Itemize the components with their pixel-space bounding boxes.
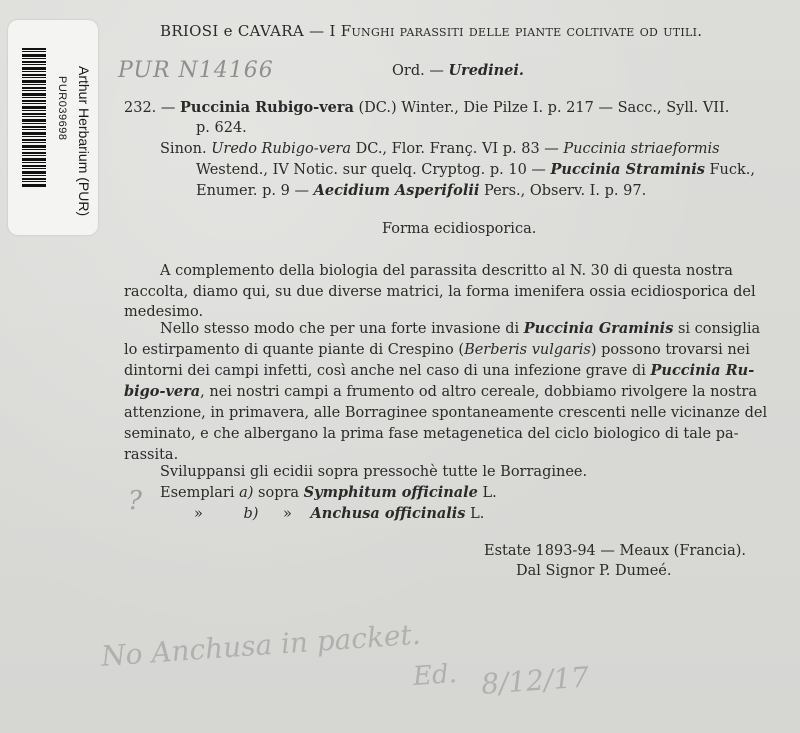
handwritten-accession: PUR N14166 (118, 58, 274, 83)
paragraph-2-line-6: seminato, e che albergano la prima fase metagenetica del ciclo biologico di tale pa- (124, 426, 739, 442)
form-heading: Forma ecidiosporica. (382, 221, 537, 237)
exemplar-a-host: Symphitum officinale (303, 484, 478, 501)
herbarium-name: Arthur Herbarium (PUR) (76, 66, 92, 217)
exemplar-a (160, 484, 497, 502)
paragraph-3: Sviluppansi gli ecidii sopra pressochè tutte le Borraginee. (160, 464, 588, 480)
header-authors: BRIOSI e CAVARA (160, 22, 304, 40)
handwritten-question-mark: ? (128, 486, 142, 516)
synonym-3-ref2: Enumer. p. 9 — (196, 183, 309, 199)
synonym-2-ref: Westend., IV Notic. sur quelq. Cryptog. p. 10 — (196, 162, 546, 178)
p2-l2-text: lo estirpamento di quante piante di Crespino ( (124, 342, 465, 358)
order-line (392, 62, 524, 80)
synonym-1-name: Uredo Rubigo-vera (211, 141, 351, 157)
exemplar-prefix: Esemplari (160, 485, 235, 501)
order-prefix: Ord. — (392, 63, 444, 79)
paragraph-1-line-3: medesimo. (124, 304, 204, 320)
entry-number: 232. — (124, 100, 176, 116)
paragraph-2-line-5: attenzione, in primavera, alle Borraginee spontaneamente crescenti nelle vicinanze del (124, 405, 768, 421)
barcode-graphic (22, 48, 46, 188)
paragraph-1-line-2: raccolta, diamo qui, su due diverse matrici, la forma imenifera ossia ecidiosporica del (124, 284, 756, 300)
paragraph-1-line-1: A complemento della biologia del parassita descritto al N. 30 di questa nostra (160, 263, 733, 279)
exemplar-b-letter: b) (243, 506, 259, 522)
synonym-3-ref: Fuck., (709, 162, 756, 178)
synonym-4-ref: Pers., Observ. I. p. 97. (483, 183, 647, 199)
p2-l4-species: bigo-vera (124, 383, 201, 400)
entry-line-1 (124, 99, 729, 117)
entry-line-2: p. 624. (196, 120, 247, 136)
exemplar-b-ditto-2: » (283, 506, 292, 522)
specimen-id: PUR039698 (56, 76, 68, 141)
order-name: Uredinei. (448, 62, 524, 79)
synonym-3-name: Puccinia Straminis (550, 161, 705, 178)
handwritten-date: 8/12/17 (480, 660, 590, 701)
header-series: I Funghi parassiti delle piante coltivate od utili. (329, 22, 703, 40)
paragraph-2-line-3 (124, 362, 754, 380)
entry-citation: (DC.) Winter., Die Pilze I. p. 217 — Sacc., Syll. VII. (358, 100, 730, 116)
page-header (160, 22, 702, 40)
exemplar-b-author: L. (470, 506, 485, 522)
p2-l1-text: Nello stesso modo che per una forte invasione di (160, 321, 520, 337)
synonym-1-ref: DC., Flor. Franç. VI p. 83 — (355, 141, 559, 157)
collection-line-2: Dal Signor P. Dumeé. (516, 563, 672, 579)
paragraph-2-line-7: rassita. (124, 447, 179, 463)
header-dash: — (309, 22, 325, 40)
exemplar-a-letter: a) (239, 485, 254, 501)
synonym-label: Sinon. (160, 141, 207, 157)
handwritten-note: No Anchusa in packet. (100, 617, 422, 673)
synonym-line-1 (160, 140, 720, 158)
exemplar-b-host: Anchusa officinalis (310, 505, 466, 522)
exemplar-a-sopra: sopra (258, 485, 300, 501)
barcode-label (8, 20, 98, 235)
exemplar-a-author: L. (482, 485, 497, 501)
synonym-2-name: Puccinia striaeformis (563, 141, 720, 157)
paragraph-2-line-4 (124, 383, 757, 401)
p2-l3-text: dintorni dei campi infetti, così anche nel caso di una infezione grave di (124, 363, 646, 379)
p2-l2-end: ) possono trovarsi nei (590, 342, 750, 358)
synonym-line-2 (196, 161, 755, 179)
p2-l3-species: Puccinia Ru- (650, 362, 755, 379)
exemplar-b-ditto-1: » (194, 506, 203, 522)
p2-l4-text: , nei nostri campi a frumento od altro cereale, dobbiamo rivolgere la nostra (200, 384, 757, 400)
exemplar-b (194, 505, 484, 523)
p2-l1-end: si consiglia (677, 321, 761, 337)
synonym-line-3 (196, 182, 646, 200)
collection-line-1: Estate 1893-94 — Meaux (Francia). (484, 543, 746, 559)
paragraph-2-line-2 (124, 341, 750, 359)
handwritten-initials: Ed. (412, 658, 458, 692)
paragraph-2-line-1 (160, 320, 760, 338)
synonym-4-name: Aecidium Asperifolii (313, 182, 480, 199)
p2-l1-species: Puccinia Graminis (523, 320, 674, 337)
p2-l2-species: Berberis vulgaris (464, 342, 591, 358)
entry-species: Puccinia Rubigo-vera (180, 99, 354, 116)
